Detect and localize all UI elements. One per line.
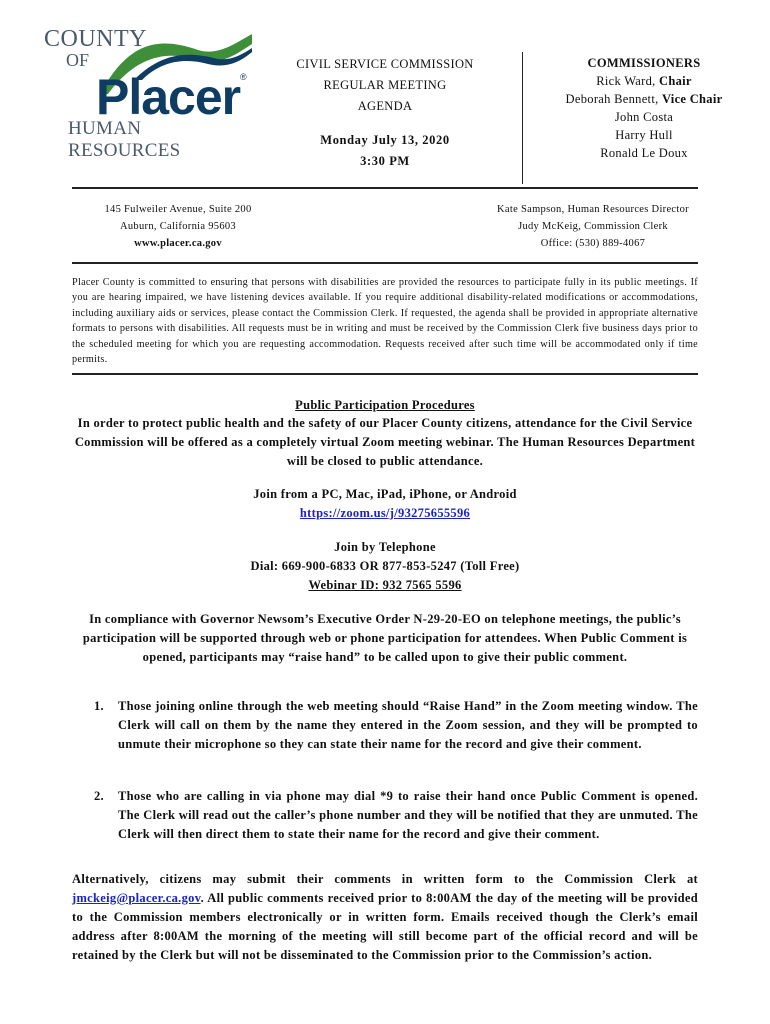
compliance-text: In compliance with Governor Newsom’s Executive Order N-29-20-EO on telephone meetings, the public’s participation will be supported through web or phone participation for attendees. When Public Comment is opened, participants may “raise hand” to be called upon to give their public comment. [82,612,688,664]
list-number: 1. [94,699,104,713]
list-text: Those who are calling in via phone may dial *9 to raise their hand once Public Comment is opened. The Clerk will read out the caller’s phone number and they will be notified that they are unmuted. The Clerk will then direct them to state their name for the record and give their comment. [118,789,698,841]
zoom-link[interactable]: https://zoom.us/j/93275655596 [299,506,471,520]
county-logo [38,22,253,161]
commissioner-item: Harry Hull [615,128,673,142]
hr-director: Kate Sampson, Human Resources Director [497,204,689,215]
heading-commission: CIVIL SERVICE COMMISSION [296,57,474,71]
logo-registered-mark: ® [240,72,247,82]
clerk-email-link[interactable]: jmckeig@placer.ca.gov [72,891,201,905]
header-divider [522,52,523,184]
logo-placer-text: Placer [96,69,241,125]
webinar-id: Webinar ID: 932 7565 5596 [308,578,462,592]
office-address [60,201,296,252]
address-street: 145 Fulweiler Avenue, Suite 200 [104,204,252,215]
top-divider [72,187,698,189]
join-pc-label: Join from a PC, Mac, iPad, iPhone, or Android [253,487,517,501]
meeting-heading [270,54,500,117]
commissioners-list [528,54,760,162]
heading-agenda: AGENDA [357,99,413,113]
meeting-datetime [270,130,500,172]
procedures-text: In order to protect public health and the safety of our Placer County citizens, attendance for the Civil Service Commission will be offered as a completely virtual Zoom meeting webinar. The Human Resources Department will be closed to public attendance. [74,416,696,468]
address-city: Auburn, California 95603 [120,221,236,232]
join-phone-label: Join by Telephone [334,540,436,554]
office-phone: Office: (530) 889-4067 [540,238,646,249]
procedures-title: Public Participation Procedures [295,398,475,412]
commissioners-heading: COMMISSIONERS [587,56,701,70]
accessibility-notice: Placer County is committed to ensuring that persons with disabilities are provided the resources to participate fully in its public meetings. If you are hearing impaired, we have listening devices available. If you require additional disability-related modifications or accommodations, including auxiliary aids or services, please contact the Commission Clerk. If requested, the agenda shall be provided in appropriate alternative formats to persons with disabilities. All requests must be in writing and must be received by the Commission Clerk five business days prior to the scheduled meeting for which you are requesting accommodation. Requests received after such time will be accommodated only if time permits. [72,277,698,366]
logo-county-text: COUNTY [44,26,147,52]
commissioner-item: Rick Ward, Chair [596,74,692,88]
logo-of-text: OF [66,50,90,70]
logo-department-text: HUMAN RESOURCES [68,118,181,161]
list-number: 2. [94,789,104,803]
written-comments-text: Alternatively, citizens may submit their comments in written form to the Commission Clerk at jmckeig@placer.ca.gov. All public comments received prior to 8:00AM the day of the meeting will be provided to the Commission members electronically or in written form. Emails received though the Clerk’s email address after 8:00AM the morning of the meeting will still become part of the official record and will be retained by the Clerk but will not be disseminated to the Commission prior to the Commission’s action. [72,872,698,962]
website-link[interactable]: www.placer.ca.gov [134,238,222,249]
join-phone [72,538,698,595]
commission-clerk: Judy McKeig, Commission Clerk [518,221,668,232]
dial-numbers: Dial: 669-900-6833 OR 877-853-5247 (Toll Free) [250,559,520,573]
meeting-date: Monday July 13, 2020 [320,133,450,147]
lower-divider [72,373,698,375]
commissioner-item: Deborah Bennett, Vice Chair [565,92,723,106]
commissioner-item: Ronald Le Doux [600,146,688,160]
heading-meeting-type: REGULAR MEETING [323,78,447,92]
join-online [72,485,698,523]
middle-divider [72,262,698,264]
commissioner-item: John Costa [614,110,674,124]
staff-contacts [462,201,724,252]
list-text: Those joining online through the web meeting should “Raise Hand” in the Zoom meeting window. The Clerk will call on them by the name they entered in the Zoom session, and they will be prompted to unmute their microphone so they can state their name for the record and give their comment. [118,699,698,751]
meeting-time: 3:30 PM [360,154,410,168]
